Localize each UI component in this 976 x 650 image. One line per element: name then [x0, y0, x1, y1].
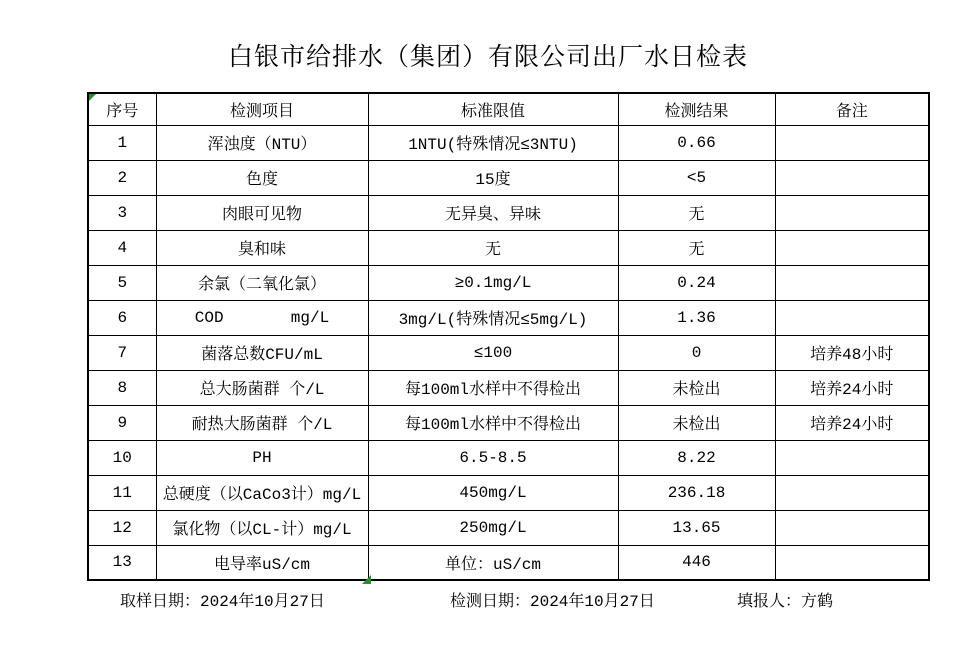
cell-result: 未检出 — [618, 370, 775, 405]
cell-no: 8 — [88, 370, 156, 405]
table-row — [88, 510, 929, 545]
col-header-no: 序号 — [88, 93, 156, 125]
cell-note — [775, 230, 929, 265]
table-row — [88, 125, 929, 160]
cell-note — [775, 265, 929, 300]
cell-result: 446 — [618, 545, 775, 580]
green-bottom-triangle-icon — [362, 575, 371, 584]
cell-result: 8.22 — [618, 440, 775, 475]
cell-no: 6 — [88, 300, 156, 335]
cell-result: 1.36 — [618, 300, 775, 335]
cell-item: 臭和味 — [156, 230, 368, 265]
col-header-limit: 标准限值 — [368, 93, 618, 125]
cell-note — [775, 545, 929, 580]
cell-limit: ≥0.1mg/L — [368, 265, 618, 300]
cell-note — [775, 195, 929, 230]
cell-limit: 3mg/L(特殊情况≤5mg/L) — [368, 300, 618, 335]
cell-result: 未检出 — [618, 405, 775, 440]
cell-limit: 450mg/L — [368, 475, 618, 510]
sampling-date-label: 取样日期：2024年10月27日 — [120, 593, 325, 611]
table-row — [88, 230, 929, 265]
cell-item: 电导率uS/cm — [156, 545, 368, 580]
table-row — [88, 195, 929, 230]
table-row — [88, 335, 929, 370]
table-row — [88, 370, 929, 405]
cell-no: 12 — [88, 510, 156, 545]
cell-item: COD mg/L — [156, 300, 368, 335]
table-row — [88, 265, 929, 300]
table-row — [88, 405, 929, 440]
cell-item: 总硬度（以CaCo3计）mg/L — [156, 475, 368, 510]
cell-item: 菌落总数CFU/mL — [156, 335, 368, 370]
table-row — [88, 545, 929, 580]
cell-result: 0.66 — [618, 125, 775, 160]
cell-limit: 6.5-8.5 — [368, 440, 618, 475]
cell-result: 236.18 — [618, 475, 775, 510]
cell-no: 2 — [88, 160, 156, 195]
cell-limit: 无 — [368, 230, 618, 265]
cell-limit: ≤100 — [368, 335, 618, 370]
cell-no: 5 — [88, 265, 156, 300]
cell-result: 0 — [618, 335, 775, 370]
cell-result: 无 — [618, 195, 775, 230]
cell-item: 耐热大肠菌群 个/L — [156, 405, 368, 440]
cell-no: 3 — [88, 195, 156, 230]
cell-item: 肉眼可见物 — [156, 195, 368, 230]
cell-limit: 15度 — [368, 160, 618, 195]
cell-note: 培养24小时 — [775, 370, 929, 405]
cell-note — [775, 475, 929, 510]
cell-note — [775, 160, 929, 195]
cell-limit: 每100ml水样中不得检出 — [368, 370, 618, 405]
cell-limit: 1NTU(特殊情况≤3NTU) — [368, 125, 618, 160]
cell-no: 10 — [88, 440, 156, 475]
cell-item: 余氯（二氧化氯） — [156, 265, 368, 300]
cell-result: <5 — [618, 160, 775, 195]
test-date-label: 检测日期：2024年10月27日 — [450, 593, 655, 611]
cell-limit: 250mg/L — [368, 510, 618, 545]
cell-item: PH — [156, 440, 368, 475]
green-corner-triangle-icon — [89, 94, 96, 101]
cell-note: 培养24小时 — [775, 405, 929, 440]
table-row — [88, 160, 929, 195]
cell-item: 浑浊度（NTU） — [156, 125, 368, 160]
cell-limit: 单位：uS/cm — [368, 545, 618, 580]
cell-result: 无 — [618, 230, 775, 265]
cell-note — [775, 440, 929, 475]
cell-note: 培养48小时 — [775, 335, 929, 370]
cell-no: 7 — [88, 335, 156, 370]
table-row — [88, 475, 929, 510]
cell-limit: 每100ml水样中不得检出 — [368, 405, 618, 440]
col-header-item: 检测项目 — [156, 93, 368, 125]
page-title: 白银市给排水（集团）有限公司出厂水日检表 — [227, 44, 748, 73]
inspection-table — [87, 92, 930, 581]
cell-result: 13.65 — [618, 510, 775, 545]
cell-no: 9 — [88, 405, 156, 440]
cell-item: 色度 — [156, 160, 368, 195]
cell-note — [775, 510, 929, 545]
cell-note — [775, 125, 929, 160]
table-row — [88, 300, 929, 335]
col-header-result: 检测结果 — [618, 93, 775, 125]
cell-result: 0.24 — [618, 265, 775, 300]
cell-item: 总大肠菌群 个/L — [156, 370, 368, 405]
cell-item: 氯化物（以CL-计）mg/L — [156, 510, 368, 545]
cell-no: 4 — [88, 230, 156, 265]
cell-no: 1 — [88, 125, 156, 160]
reporter-label: 填报人：方鹤 — [737, 593, 834, 611]
col-header-note: 备注 — [775, 93, 929, 125]
table-header-row — [88, 93, 929, 125]
table-row — [88, 440, 929, 475]
cell-no: 11 — [88, 475, 156, 510]
cell-note — [775, 300, 929, 335]
cell-no: 13 — [88, 545, 156, 580]
cell-limit: 无异臭、异味 — [368, 195, 618, 230]
